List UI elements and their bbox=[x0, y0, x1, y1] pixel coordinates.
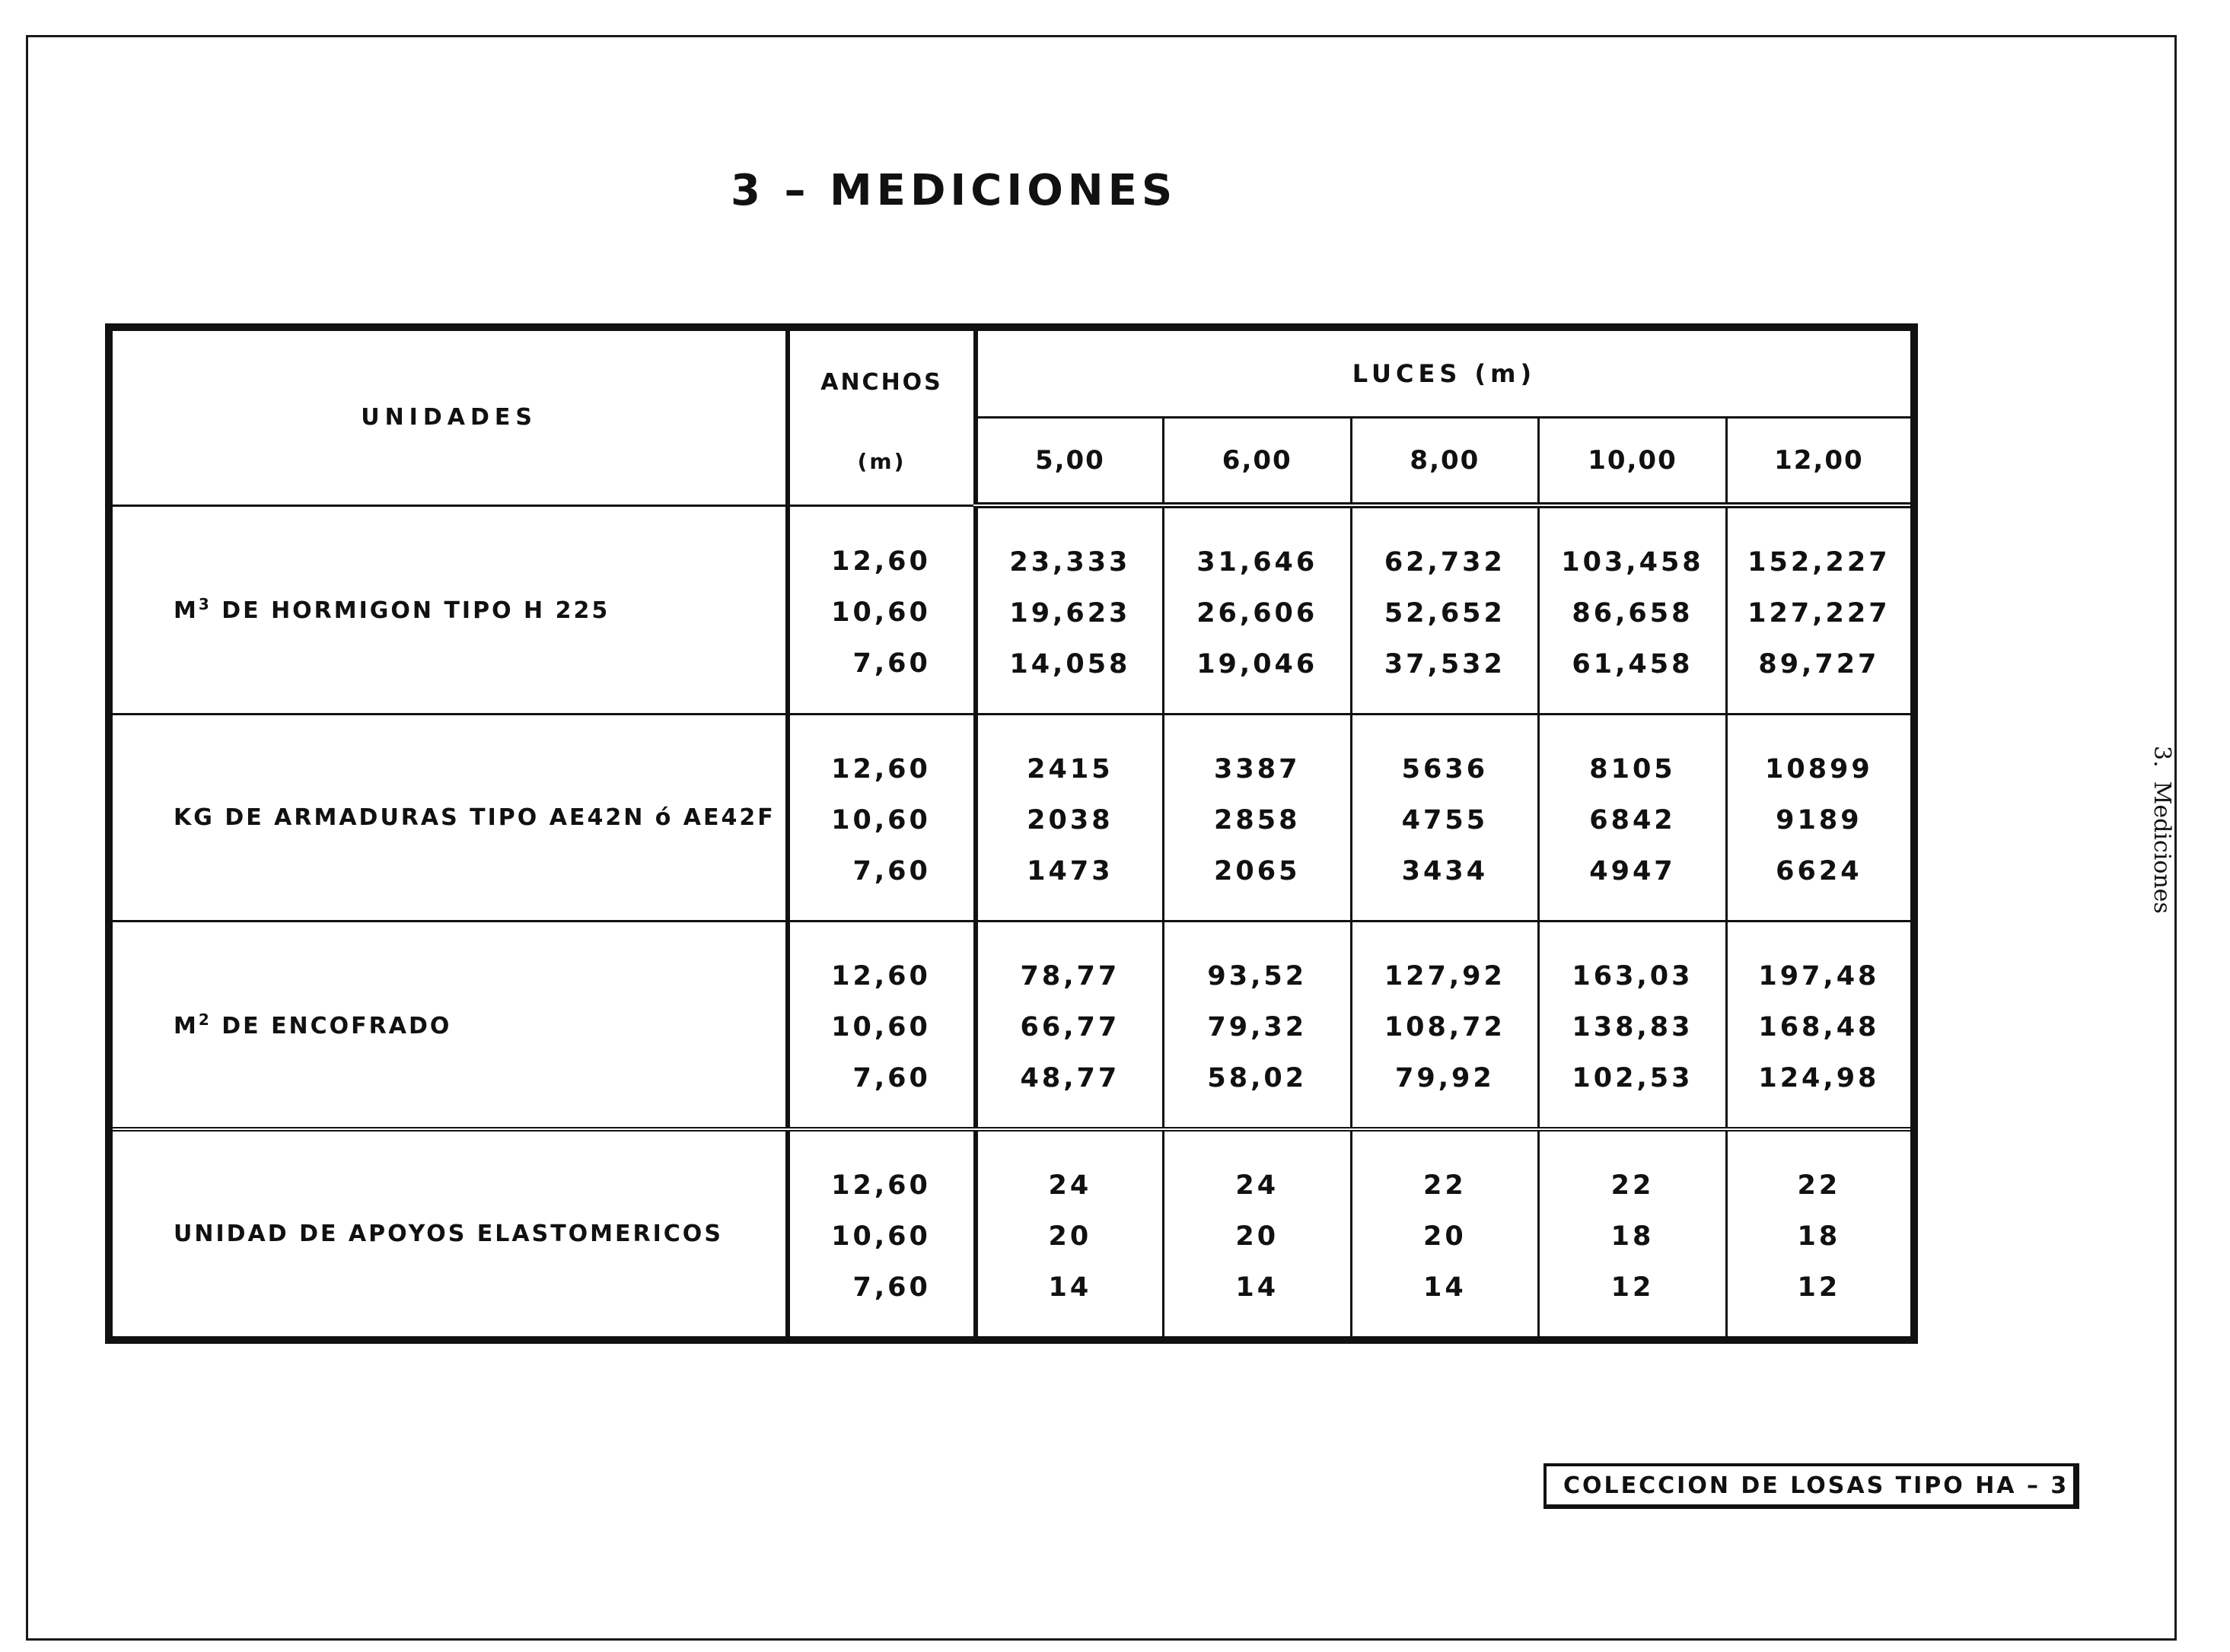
cell-value: 168,48 bbox=[1758, 1012, 1880, 1042]
cell-value: 197,48 bbox=[1758, 961, 1880, 992]
side-section-text: Mediciones bbox=[2149, 781, 2175, 914]
ancho-value: 12,60 bbox=[831, 754, 931, 785]
cell-value: 61,458 bbox=[1572, 649, 1693, 680]
cell-value: 22 bbox=[1422, 1170, 1467, 1201]
value-cell bbox=[1726, 715, 1914, 921]
cell-value: 4947 bbox=[1589, 856, 1676, 886]
value-cell bbox=[976, 505, 1164, 715]
header-luz-8: 8,00 bbox=[1351, 418, 1539, 506]
unit-encofrado bbox=[109, 921, 788, 1130]
unit-armaduras bbox=[109, 715, 788, 921]
cell-value: 12 bbox=[1610, 1272, 1655, 1303]
anchos-cell bbox=[788, 921, 976, 1130]
ancho-value: 12,60 bbox=[831, 546, 931, 577]
ancho-value: 10,60 bbox=[831, 1012, 931, 1042]
cell-value: 20 bbox=[1422, 1221, 1467, 1252]
cell-value: 62,732 bbox=[1384, 547, 1505, 578]
ancho-value: 7,60 bbox=[852, 1063, 931, 1093]
cell-value: 31,646 bbox=[1196, 547, 1318, 578]
cell-value: 66,77 bbox=[1020, 1012, 1120, 1042]
cell-value: 2415 bbox=[1027, 754, 1113, 785]
cell-value: 3434 bbox=[1401, 856, 1489, 886]
header-anchos bbox=[788, 327, 976, 505]
cell-value: 78,77 bbox=[1020, 961, 1120, 992]
cell-value: 26,606 bbox=[1196, 598, 1318, 629]
header-anchos-label: ANCHOS bbox=[820, 368, 943, 396]
cell-value: 108,72 bbox=[1384, 1012, 1505, 1042]
cell-value: 12 bbox=[1797, 1272, 1841, 1303]
cell-value: 127,92 bbox=[1384, 961, 1505, 992]
header-luces: LUCES (m) bbox=[976, 327, 1914, 418]
value-cell bbox=[1351, 715, 1539, 921]
cell-value: 152,227 bbox=[1747, 547, 1891, 578]
value-cell bbox=[1726, 921, 1914, 1130]
cell-value: 14 bbox=[1048, 1272, 1092, 1303]
value-cell bbox=[1539, 505, 1727, 715]
cell-value: 103,458 bbox=[1561, 547, 1704, 578]
cell-value: 23,333 bbox=[1009, 547, 1131, 578]
value-cell bbox=[1726, 505, 1914, 715]
cell-value: 10899 bbox=[1765, 754, 1873, 785]
anchos-cell bbox=[788, 1129, 976, 1340]
mediciones-table bbox=[105, 323, 1918, 1344]
ancho-value: 10,60 bbox=[831, 1221, 931, 1252]
header-anchos-unit: (m) bbox=[857, 448, 906, 474]
cell-value: 14,058 bbox=[1009, 649, 1131, 680]
ancho-value: 7,60 bbox=[852, 648, 931, 679]
cell-value: 102,53 bbox=[1572, 1063, 1693, 1093]
unit-apoyos bbox=[109, 1129, 788, 1340]
cell-value: 24 bbox=[1235, 1170, 1279, 1201]
unit-text: DE HORMIGON TIPO H 225 bbox=[211, 597, 610, 625]
unit-text: KG DE ARMADURAS TIPO AE42N ó AE42F bbox=[174, 804, 776, 831]
cell-value: 24 bbox=[1048, 1170, 1092, 1201]
unit-text: UNIDAD DE APOYOS ELASTOMERICOS bbox=[174, 1221, 723, 1247]
cell-value: 89,727 bbox=[1758, 649, 1880, 680]
ancho-value: 12,60 bbox=[831, 1170, 931, 1201]
cell-value: 14 bbox=[1235, 1272, 1279, 1303]
cell-value: 79,92 bbox=[1394, 1063, 1495, 1093]
unit-exponent: 2 bbox=[198, 1010, 212, 1029]
cell-value: 163,03 bbox=[1572, 961, 1693, 992]
ancho-value: 7,60 bbox=[852, 1272, 931, 1303]
value-cell bbox=[1163, 1129, 1351, 1340]
unit-prefix: M bbox=[174, 597, 199, 625]
cell-value: 8105 bbox=[1589, 754, 1676, 785]
cell-value: 18 bbox=[1797, 1221, 1841, 1252]
side-section-number: 3. bbox=[2149, 746, 2175, 768]
cell-value: 58,02 bbox=[1207, 1063, 1308, 1093]
cell-value: 86,658 bbox=[1572, 598, 1693, 629]
value-cell bbox=[1163, 505, 1351, 715]
page-title: 3 – MEDICIONES bbox=[731, 166, 1177, 215]
cell-value: 1473 bbox=[1027, 856, 1113, 886]
header-luz-5: 5,00 bbox=[976, 418, 1164, 506]
value-cell bbox=[1351, 921, 1539, 1130]
cell-value: 138,83 bbox=[1572, 1012, 1693, 1042]
value-cell bbox=[976, 1129, 1164, 1340]
unit-exponent: 3 bbox=[198, 595, 212, 614]
cell-value: 48,77 bbox=[1020, 1063, 1120, 1093]
value-cell bbox=[1163, 715, 1351, 921]
cell-value: 6624 bbox=[1776, 856, 1862, 886]
table-row-hormigon bbox=[109, 505, 1914, 715]
header-luz-12: 12,00 bbox=[1726, 418, 1914, 506]
ancho-value: 12,60 bbox=[831, 961, 931, 992]
cell-value: 9189 bbox=[1776, 805, 1862, 836]
table-row-armaduras bbox=[109, 715, 1914, 921]
cell-value: 37,532 bbox=[1384, 649, 1505, 680]
cell-value: 19,046 bbox=[1196, 649, 1318, 680]
cell-value: 6842 bbox=[1589, 805, 1676, 836]
value-cell bbox=[1726, 1129, 1914, 1340]
cell-value: 14 bbox=[1422, 1272, 1467, 1303]
header-unidades: UNIDADES bbox=[109, 327, 788, 505]
value-cell bbox=[1351, 505, 1539, 715]
table-row-encofrado bbox=[109, 921, 1914, 1130]
cell-value: 20 bbox=[1048, 1221, 1092, 1252]
cell-value: 2858 bbox=[1214, 805, 1301, 836]
value-cell bbox=[976, 715, 1164, 921]
cell-value: 5636 bbox=[1401, 754, 1489, 785]
cell-value: 22 bbox=[1797, 1170, 1841, 1201]
collection-label-box: COLECCION DE LOSAS TIPO HA – 3 bbox=[1543, 1463, 2079, 1509]
cell-value: 52,652 bbox=[1384, 598, 1505, 629]
unit-text: DE ENCOFRADO bbox=[211, 1012, 452, 1039]
cell-value: 20 bbox=[1235, 1221, 1279, 1252]
value-cell bbox=[1163, 921, 1351, 1130]
header-row-luces bbox=[109, 327, 1914, 418]
cell-value: 79,32 bbox=[1207, 1012, 1308, 1042]
ancho-value: 7,60 bbox=[852, 856, 931, 886]
cell-value: 2038 bbox=[1027, 805, 1113, 836]
cell-value: 19,623 bbox=[1009, 598, 1131, 629]
cell-value: 3387 bbox=[1214, 754, 1301, 785]
header-luz-10: 10,00 bbox=[1539, 418, 1727, 506]
cell-value: 18 bbox=[1610, 1221, 1655, 1252]
value-cell bbox=[1539, 1129, 1727, 1340]
unit-prefix: M bbox=[174, 1012, 199, 1039]
cell-value: 4755 bbox=[1401, 805, 1489, 836]
ancho-value: 10,60 bbox=[831, 805, 931, 836]
anchos-cell bbox=[788, 715, 976, 921]
value-cell bbox=[1351, 1129, 1539, 1340]
ancho-value: 10,60 bbox=[831, 597, 931, 628]
side-section-label bbox=[2149, 746, 2175, 928]
unit-hormigon bbox=[109, 505, 788, 715]
value-cell bbox=[1539, 921, 1727, 1130]
cell-value: 2065 bbox=[1214, 856, 1301, 886]
cell-value: 93,52 bbox=[1207, 961, 1308, 992]
table-row-apoyos bbox=[109, 1129, 1914, 1340]
value-cell bbox=[976, 921, 1164, 1130]
header-luz-6: 6,00 bbox=[1163, 418, 1351, 506]
value-cell bbox=[1539, 715, 1727, 921]
cell-value: 127,227 bbox=[1747, 598, 1891, 629]
cell-value: 124,98 bbox=[1758, 1063, 1880, 1093]
cell-value: 22 bbox=[1610, 1170, 1655, 1201]
anchos-cell bbox=[788, 505, 976, 715]
